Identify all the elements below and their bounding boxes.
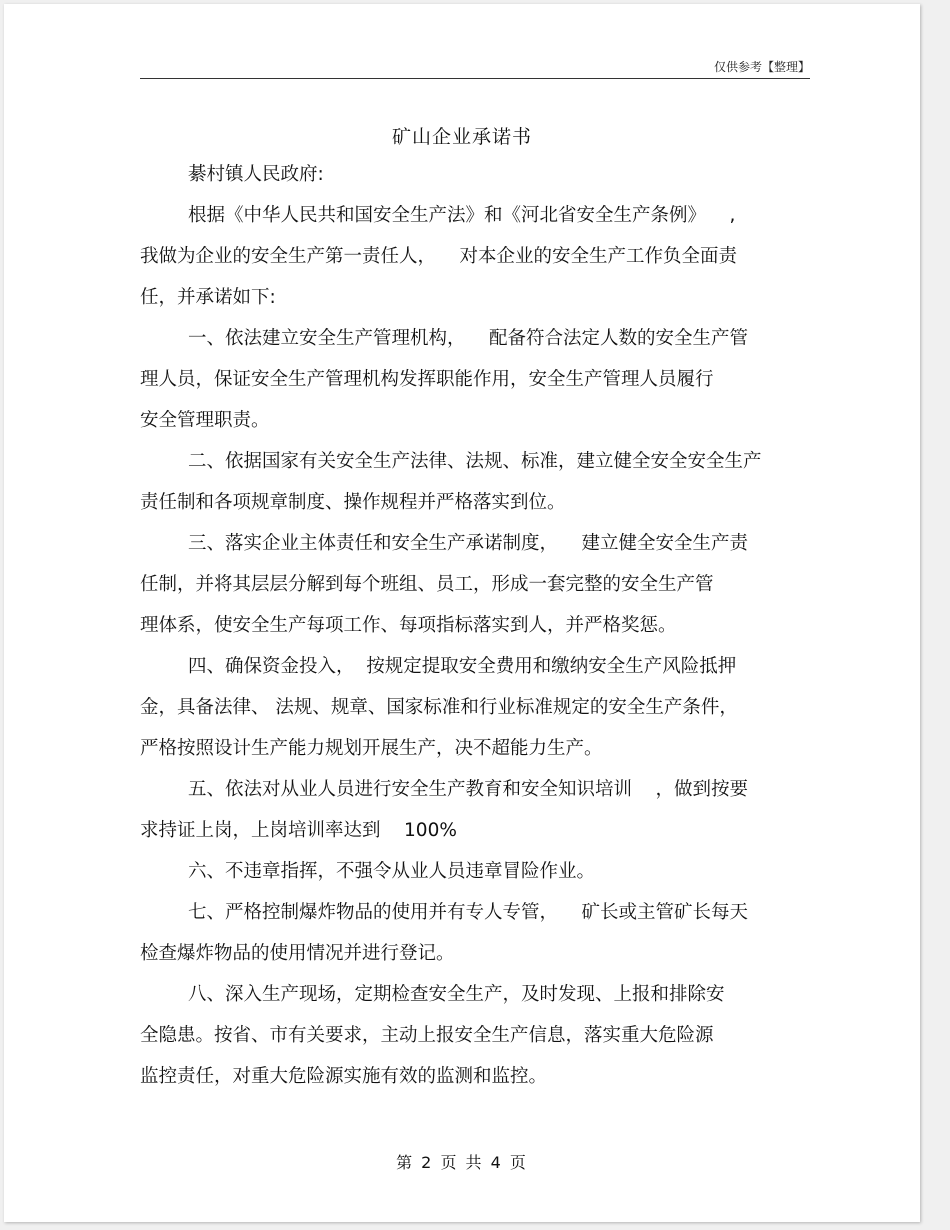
paragraph-line: 全隐患。按省、市有关要求，主动上报安全生产信息，落实重大危险源 bbox=[140, 1025, 714, 1046]
paragraph-line: 责任制和各项规章制度、操作规程并严格落实到位。 bbox=[140, 492, 566, 513]
paragraph-line: 任，并承诺如下: bbox=[140, 287, 276, 308]
header-rule bbox=[140, 78, 810, 79]
document-page bbox=[4, 4, 920, 1222]
paragraph-line: 理体系，使安全生产每项工作、每项指标落实到人，并严格奖惩。 bbox=[140, 615, 677, 636]
paragraph-line: 六、不违章指挥，不强令从业人员违章冒险作业。 bbox=[188, 861, 596, 882]
paragraph-line: 求持证上岗，上岗培训率达到 100% bbox=[140, 820, 457, 841]
paragraph-line: 检查爆炸物品的使用情况并进行登记。 bbox=[140, 943, 455, 964]
paragraph-line: 任制，并将其层层分解到每个班组、员工，形成一套完整的安全生产管 bbox=[140, 574, 714, 595]
paragraph-line: 一、依法建立安全生产管理机构， 配备符合法定人数的安全生产管 bbox=[188, 328, 749, 349]
paragraph-line: 金，具备法律、 法规、规章、国家标准和行业标准规定的安全生产条件， bbox=[140, 697, 738, 718]
paragraph-line: 安全管理职责。 bbox=[140, 410, 270, 431]
paragraph-line: 严格按照设计生产能力规划开展生产，决不超能力生产。 bbox=[140, 738, 603, 759]
paragraph-line: 四、确保资金投入， 按规定提取安全费用和缴纳安全生产风险抵押 bbox=[188, 656, 737, 677]
paragraph-line: 根据《中华人民共和国安全生产法》和《河北省安全生产条例》 , bbox=[188, 205, 736, 226]
paragraph-line: 二、依据国家有关安全生产法律、法规、标准，建立健全安全安全生产 bbox=[188, 451, 762, 472]
header-note: 仅供参考【整理】 bbox=[713, 60, 810, 74]
paragraph-line: 我做为企业的安全生产第一责任人， 对本企业的安全生产工作负全面责 bbox=[140, 246, 738, 267]
addressee-line: 綦村镇人民政府: bbox=[188, 164, 324, 185]
paragraph-line: 七、严格控制爆炸物品的使用并有专人专管， 矿长或主管矿长每天 bbox=[188, 902, 749, 923]
document-body bbox=[140, 154, 810, 1097]
document-title: 矿山企业承诺书 bbox=[391, 126, 532, 148]
page-number-footer: 第 2 页 共 4 页 bbox=[396, 1153, 528, 1172]
paragraph-line: 理人员，保证安全生产管理机构发挥职能作用，安全生产管理人员履行 bbox=[140, 369, 714, 390]
paragraph-line: 五、依法对从业人员进行安全生产教育和安全知识培训 ，做到按要 bbox=[188, 779, 749, 800]
paragraph-line: 监控责任，对重大危险源实施有效的监测和监控。 bbox=[140, 1066, 548, 1087]
paragraph-line: 八、深入生产现场，定期检查安全生产，及时发现、上报和排除安 bbox=[188, 984, 725, 1005]
paragraph-line: 三、落实企业主体责任和安全生产承诺制度， 建立健全安全生产责 bbox=[188, 533, 749, 554]
